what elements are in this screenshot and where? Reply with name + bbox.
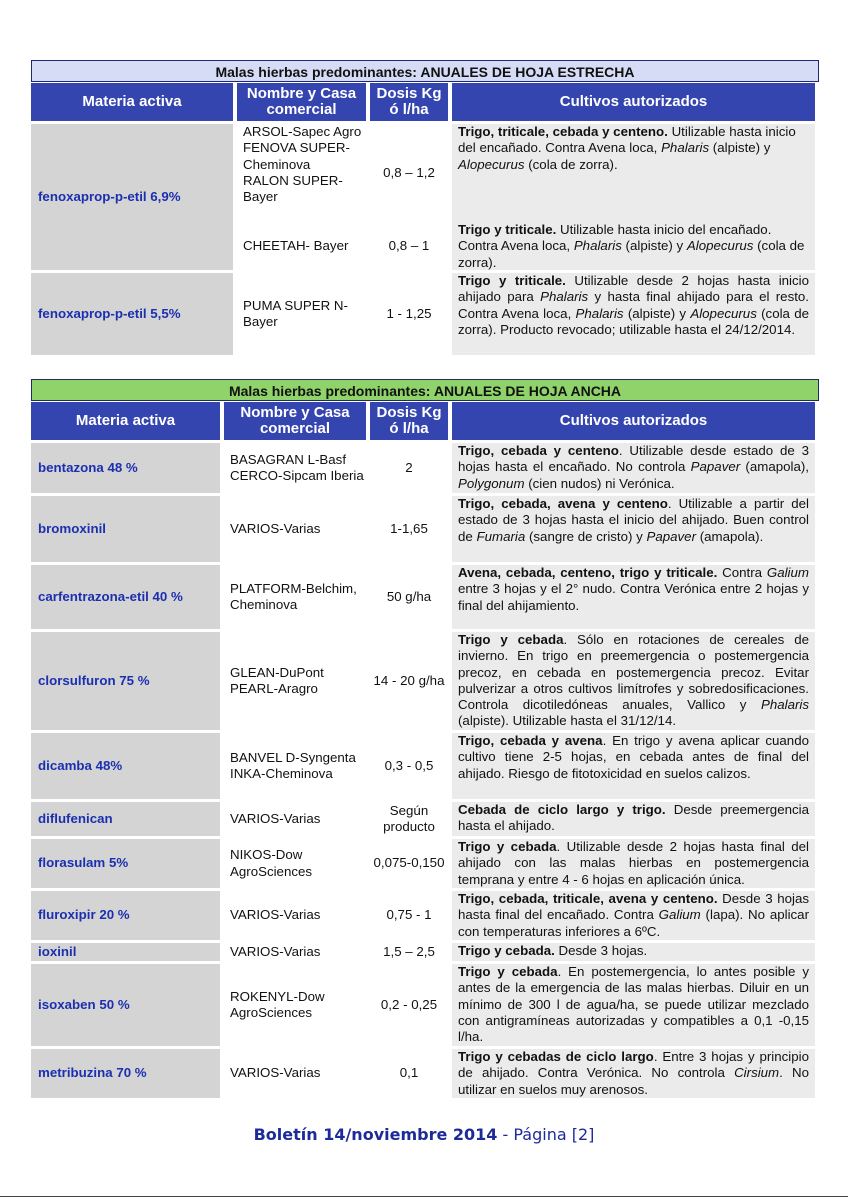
table-row [31, 802, 819, 836]
footer-page: - Página [2] [497, 1125, 595, 1144]
dosis-cell: 0,3 - 0,5 [384, 757, 434, 773]
dosis-entry: 0,8 – 1,2 [383, 164, 435, 180]
header-materia: Materia activa [31, 402, 220, 440]
dosis-cell: 1-1,65 [390, 520, 428, 536]
dosis-cell: 14 - 20 g/ha [373, 672, 445, 688]
materia-cell: diflufenican [31, 802, 220, 836]
nombre-cell: VARIOS-Varias [230, 907, 321, 923]
divider [0, 1196, 848, 1197]
nombre-cell: GLEAN-DuPont PEARL-Aragro [230, 664, 324, 696]
cultivos-cell: Trigo y cebada. En postemergencia, lo antes posible y antes de la emergencia de las malas hierbas. Diluir en un mínimo de 300 l de agua/ha, se puede utilizar mezclado con antigramíneas autorizadas y compatibles a 0,1 -0,15 l/ha. [452, 964, 815, 1046]
cultivos-cell [452, 124, 815, 270]
materia-cell: carfentrazona-etil 40 % [31, 565, 220, 629]
dosis-cell: 0,1 [399, 1065, 419, 1081]
nombre-cell: PUMA SUPER N-Bayer [243, 297, 348, 329]
table-broad-leaf [31, 379, 819, 1098]
nombre-cell [237, 124, 366, 270]
materia-cell: clorsulfuron 75 % [31, 632, 220, 730]
materia-cell: bentazona 48 % [31, 443, 220, 493]
materia-cell: ioxinil [31, 943, 220, 961]
table-row [31, 733, 819, 799]
nombre-cell: PLATFORM-Belchim, Cheminova [230, 580, 357, 612]
table-row [31, 1049, 819, 1098]
dosis-cell: 50 g/ha [386, 588, 432, 604]
materia-cell: florasulam 5% [31, 839, 220, 888]
table-row [31, 496, 819, 562]
dosis-cell: 1,5 – 2,5 [383, 943, 435, 959]
header-cultivos: Cultivos autorizados [452, 83, 815, 121]
table-row [31, 964, 819, 1046]
nombre-cell: NIKOS-Dow AgroSciences [230, 847, 313, 879]
table-row [31, 565, 819, 629]
dosis-entry: 0,8 – 1 [388, 237, 430, 253]
table-header [31, 402, 819, 440]
cultivos-cell: Trigo, cebada y centeno. Utilizable desde estado de 3 hojas hasta el encañado. No controla Papaver (amapola), Polygonum (cien nudos) ni Verónica. [452, 443, 815, 493]
cultivos-cell: Trigo y cebada. Utilizable desde 2 hojas hasta final del ahijado con las malas hierbas en postemergencia temprana y entre 4 - 6 hojas en aplicación única. [452, 839, 815, 888]
cultivos-cell: Trigo y triticale. Utilizable desde 2 hojas hasta inicio ahijado para Phalaris y hasta final ahijado para el resto. Contra Avena loca, Phalaris (alpiste) y Alopecurus (cola de zorra). Producto revocado; utilizable hasta el 24/12/2014. [452, 273, 815, 355]
nombre-cell: VARIOS-Varias [230, 520, 321, 536]
page-footer [0, 1125, 848, 1144]
cultivos-cell: Trigo, cebada, triticale, avena y centeno. Desde 3 hojas hasta final del encañado. Contra Galium (lapa). No aplicar con temperaturas inferiores a 6ºC. [452, 891, 815, 940]
cultivos-cell: Trigo, cebada y avena. En trigo y avena aplicar cuando cultivo tiene 2-5 hojas, en cebada antes de final del ahijado. Riesgo de fitotoxicidad en suelos calizos. [452, 733, 815, 799]
dosis-cell [370, 124, 448, 270]
table-row [31, 273, 819, 355]
header-nombre: Nombre y Casa comercial [237, 83, 366, 121]
nombre-cell: BASAGRAN L-Basf CERCO-Sipcam Iberia [230, 451, 364, 483]
table-title: Malas hierbas predominantes: ANUALES DE HOJA ESTRECHA [31, 60, 819, 82]
header-materia: Materia activa [31, 83, 233, 121]
dosis-cell: 1 - 1,25 [386, 305, 432, 321]
nombre-cell: ROKENYL-Dow AgroSciences [230, 988, 325, 1020]
materia-cell: isoxaben 50 % [31, 964, 220, 1046]
materia-cell: metribuzina 70 % [31, 1049, 220, 1098]
cultivos-cell: Trigo y cebadas de ciclo largo. Entre 3 hojas y principio de ahijado. Contra Verónica. No controla Cirsium. No utilizar en suelos muy arenosos. [452, 1049, 815, 1098]
cultivos-cell: Trigo y cebada. Sólo en rotaciones de cereales de invierno. En trigo en preemergencia o postemergencia precoz, en cebada en postemergencia precoz. Evitar pulverizar a otros cultivos limítrofes y sobredosificaciones. Controla dicotiledóneas anuales, Vallico y Phalaris (alpiste). Utilizable hasta el 31/12/14. [452, 632, 815, 730]
dosis-cell: 0,075-0,150 [373, 855, 445, 871]
nombre-cell: BANVEL D-Syngenta INKA-Cheminova [230, 749, 356, 781]
cultivos-cell: Cebada de ciclo largo y trigo. Desde preemergencia hasta el ahijado. [452, 802, 815, 836]
footer-bulletin: Boletín 14/noviembre 2014 [253, 1125, 498, 1144]
cultivos-entry: Trigo, triticale, cebada y centeno. Utilizable hasta inicio del encañado. Contra Avena loca, Phalaris (alpiste) y Alopecurus (cola de zorra). [458, 124, 796, 172]
header-nombre: Nombre y Casa comercial [224, 402, 366, 440]
cultivos-cell: Avena, cebada, centeno, trigo y triticale. Contra Galium entre 3 hojas y el 2° nudo. Contra Verónica entre 2 hojas y final del ahijamiento. [452, 565, 815, 629]
cultivos-cell: Trigo, cebada, avena y centeno. Utilizable a partir del estado de 3 hojas hasta el inicio del ahijado. Buen control de Fumaria (sangre de cristo) y Papaver (amapola). [452, 496, 815, 562]
table-narrow-leaf [31, 60, 819, 355]
materia-cell: dicamba 48% [31, 733, 220, 799]
materia-cell: fluroxipir 20 % [31, 891, 220, 940]
table-row [31, 943, 819, 961]
header-cultivos: Cultivos autorizados [452, 402, 815, 440]
cultivos-cell: Trigo y cebada. Desde 3 hojas. [452, 943, 815, 961]
nombre-cell: VARIOS-Varias [230, 1065, 321, 1081]
table-row [31, 124, 819, 270]
materia-cell: bromoxinil [31, 496, 220, 562]
table-row [31, 443, 819, 493]
dosis-cell: 0,2 - 0,25 [380, 996, 438, 1012]
nombre-cell: VARIOS-Varias [230, 810, 321, 826]
nombre-entry: ARSOL-Sapec Agro FENOVA SUPER-Cheminova RALON SUPER-Bayer [243, 124, 362, 205]
cultivos-entry: Trigo y triticale. Utilizable hasta inicio del encañado. Contra Avena loca, Phalaris (alpiste) y Alopecurus (cola de zorra). [458, 222, 805, 270]
table-row [31, 839, 819, 888]
header-dosis: Dosis Kg ó l/ha [370, 402, 448, 440]
dosis-cell: Según producto [383, 802, 435, 834]
table-header [31, 83, 819, 121]
table-title: Malas hierbas predominantes: ANUALES DE HOJA ANCHA [31, 379, 819, 401]
table-row [31, 891, 819, 940]
dosis-cell: 2 [405, 459, 413, 475]
header-dosis: Dosis Kg ó l/ha [370, 83, 448, 121]
dosis-cell: 0,75 - 1 [386, 907, 432, 923]
nombre-entry: CHEETAH- Bayer [243, 237, 349, 253]
materia-cell: fenoxaprop-p-etil 6,9% [31, 124, 233, 270]
materia-cell: fenoxaprop-p-etil 5,5% [31, 273, 233, 355]
nombre-cell: VARIOS-Varias [230, 943, 321, 959]
table-row [31, 632, 819, 730]
